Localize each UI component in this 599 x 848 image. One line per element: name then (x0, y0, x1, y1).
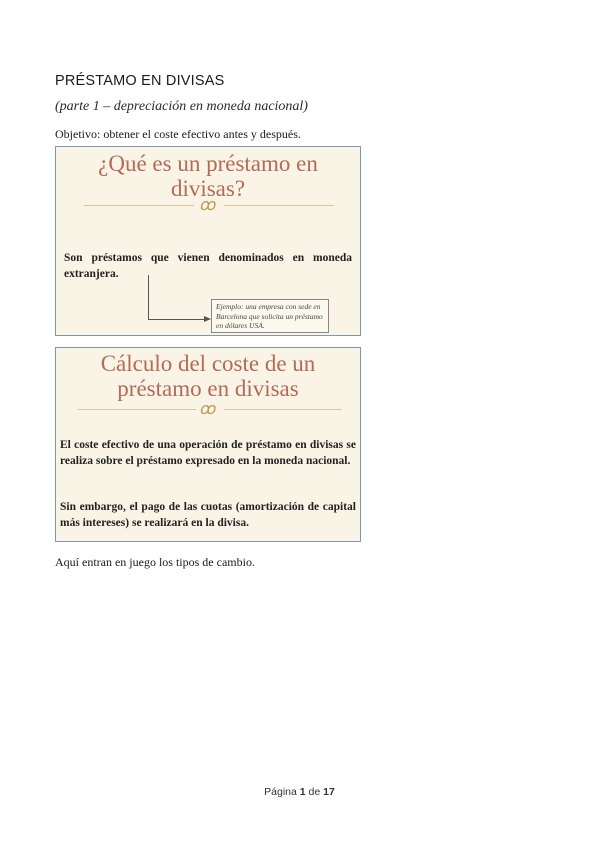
page-total: 17 (323, 786, 335, 798)
slide2-body-paragraph-2: Sin embargo, el pago de las cuotas (amortización de capital más intereses) se realizará en la divisa. (60, 501, 356, 529)
slide1-rule-left (84, 205, 194, 206)
slide1-rule-right (224, 205, 334, 206)
page-of: de (308, 786, 321, 798)
slide2-body-paragraph-1: El coste efectivo de una operación de préstamo en divisas se realiza sobre el préstamo expresado en la moneda nacional. (60, 439, 356, 467)
page-current: 1 (299, 786, 306, 798)
slide1-body: Son préstamos que vienen denominados en moneda extranjera. (64, 252, 352, 280)
objective-text: Objetivo: obtener el coste efectivo antes y después. (55, 127, 301, 141)
slide-image-what-is (55, 146, 361, 336)
slide1-connector-horizontal (148, 319, 206, 320)
document-subtitle: (parte 1 – depreciación en moneda nacional) (55, 99, 308, 114)
slide2-title-line1: Cálculo del coste de un (100, 351, 316, 376)
arrow-right-icon (204, 316, 211, 322)
document-title: PRÉSTAMO EN DIVISAS (55, 73, 225, 89)
slide2-rule-left (78, 409, 196, 410)
slide2-title-line2: préstamo en divisas (117, 376, 299, 401)
slide2-rule-right (224, 409, 342, 410)
slide1-example-box: Ejemplo: una empresa con sede en Barcelona que solicita un préstamo en dólares USA. (211, 299, 329, 333)
slide2-flourish-icon: ꝏ (199, 401, 216, 418)
slide1-connector-vertical (148, 275, 149, 319)
slide1-title-line2: divisas? (170, 176, 246, 201)
slide-image-cost-calculation (55, 347, 361, 542)
page-word: Página (264, 786, 297, 798)
closing-text: Aquí entran en juego los tipos de cambio. (55, 555, 255, 569)
slide1-title-line1: ¿Qué es un préstamo en (98, 151, 318, 176)
slide1-flourish-icon: ꝏ (199, 197, 216, 214)
page-footer (0, 786, 599, 798)
